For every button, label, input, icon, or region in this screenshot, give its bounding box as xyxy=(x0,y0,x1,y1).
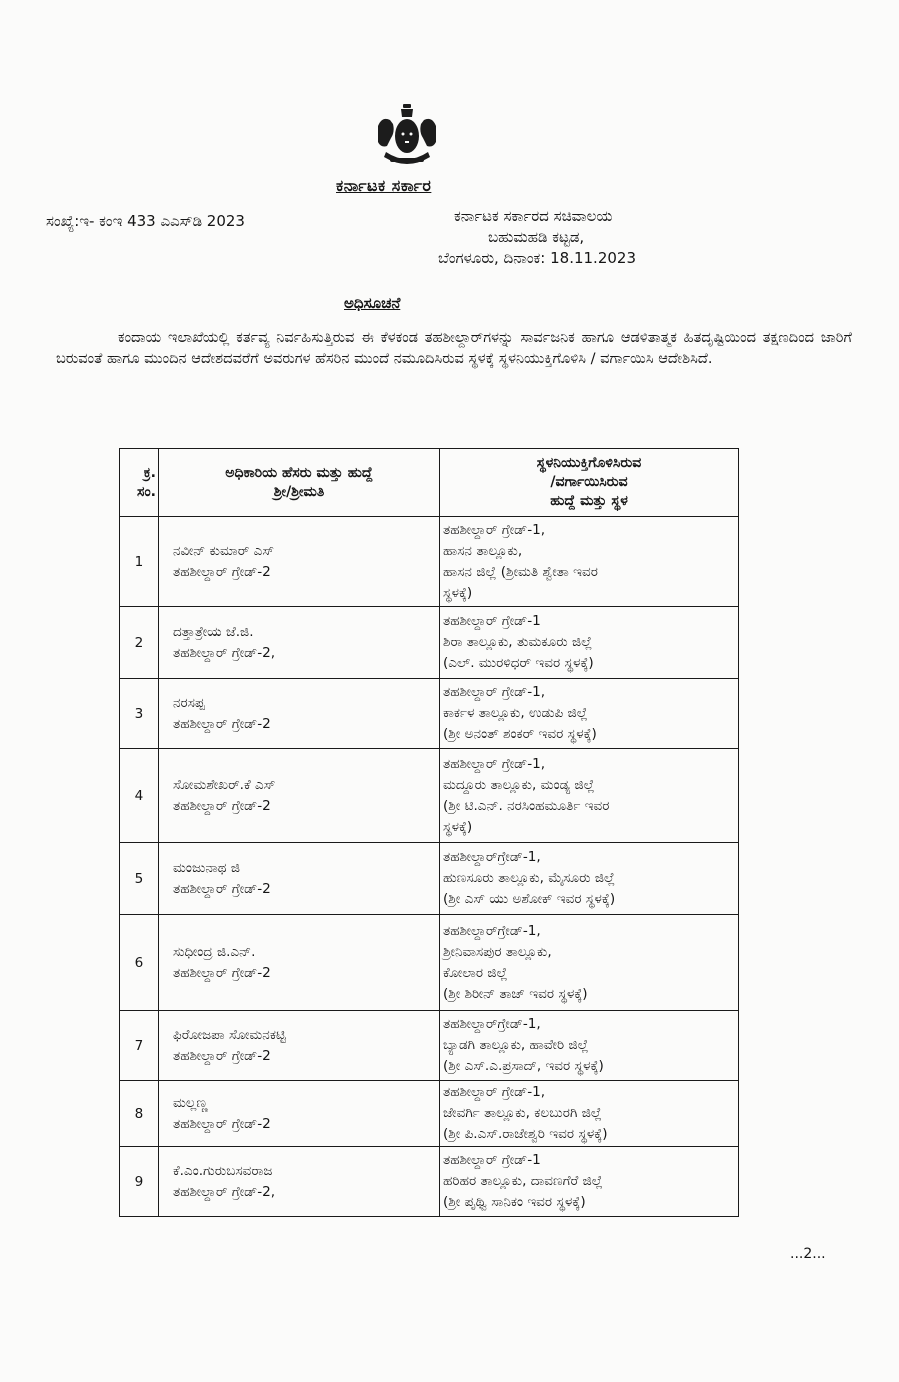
officer-designation: ತಹಶೀಲ್ದಾರ್ ಗ್ರೇಡ್-2, xyxy=(173,644,276,661)
officer-name: ಸುಧೀಂದ್ರ ಜಿ.ಎನ್. xyxy=(173,943,256,960)
address-date-line: ಬೆಂಗಳೂರು, ದಿನಾಂಕ: 18.11.2023 xyxy=(438,249,636,267)
table-row xyxy=(120,679,739,749)
officer-name: ನರಸಪ್ಪ xyxy=(173,694,205,711)
address-line: ಕರ್ನಾಟಕ ಸರ್ಕಾರದ ಸಚಿವಾಲಯ xyxy=(454,207,613,225)
officer-designation: ತಹಶೀಲ್ದಾರ್ ಗ್ರೇಡ್-2 xyxy=(173,964,271,981)
notification-title: ಅಧಿಸೂಚನೆ xyxy=(344,294,401,312)
officer-designation: ತಹಶೀಲ್ದಾರ್ ಗ್ರೇಡ್-2, xyxy=(173,1183,276,1200)
table-row xyxy=(120,1011,739,1081)
serial-no: 4 xyxy=(120,749,159,843)
posting-line: (ಶ್ರೀ ಎಸ್.ಎ.ಪ್ರಸಾದ್, ಇವರ ಸ್ಥಳಕ್ಕೆ) xyxy=(443,1058,604,1074)
posting-line: (ಶ್ರೀ ಅನಂತ್ ಶಂಕರ್ ಇವರ ಸ್ಥಳಕ್ಕೆ) xyxy=(443,726,597,742)
posting-line: ತಹಶೀಲ್ದಾರ್ ಗ್ರೇಡ್-1 xyxy=(443,613,541,629)
officer-cell xyxy=(159,915,440,1011)
table-row xyxy=(120,843,739,915)
notification-body: ಕಂದಾಯ ಇಲಾಖೆಯಲ್ಲಿ ಕರ್ತವ್ಯ ನಿರ್ವಹಿಸುತ್ತಿರುವ ಈ ಕೆಳಕಂಡ ತಹಶೀಲ್ದಾರ್‌ಗಳನ್ನು ಸಾರ್ವಜನಿಕ ಹಾಗೂ ಆಡಳಿತಾತ್ಮಕ ಹಿತದೃಷ್ಟಿಯಿಂದ ತಕ್ಷಣದಿಂದ ಜಾರಿಗೆ ಬರುವಂತೆ ಹಾಗೂ ಮುಂದಿನ ಆದೇಶದವರೆಗೆ ಅವರುಗಳ ಹೆಸರಿನ ಮುಂದೆ ನಮೂದಿಸಿರುವ ಸ್ಥಳಕ್ಕೆ ಸ್ಥಳನಿಯುಕ್ತಿಗೊಳಿಸಿ / ವರ್ಗಾಯಿಸಿ ಆದೇಶಿಸಿದೆ. xyxy=(56,329,852,367)
posting-line: ಹಾಸನ ಜಿಲ್ಲೆ (ಶ್ರೀಮತಿ ಶ್ವೇತಾ ಇವರ xyxy=(443,563,598,580)
posting-line: ಹಾಸನ ತಾಲ್ಲೂಕು, xyxy=(443,542,523,559)
posting-cell xyxy=(440,607,739,679)
officer-designation: ತಹಶೀಲ್ದಾರ್ ಗ್ರೇಡ್-2 xyxy=(173,880,271,897)
serial-no: 1 xyxy=(120,517,159,607)
posting-line: ಹರಿಹರ ತಾಲ್ಲೂಕು, ದಾವಣಗೆರೆ ಜಿಲ್ಲೆ xyxy=(443,1173,603,1189)
posting-line: ತಹಶೀಲ್ದಾರ್ ಗ್ರೇಡ್-1, xyxy=(443,755,546,772)
officer-cell xyxy=(159,1147,440,1217)
posting-line: (ಶ್ರೀ ಶಿರೀನ್ ತಾಜ್ ಇವರ ಸ್ಥಳಕ್ಕೆ) xyxy=(443,985,588,1002)
posting-cell xyxy=(440,1011,739,1081)
table-row xyxy=(120,607,739,679)
posting-line: ತಹಶೀಲ್ದಾರ್‌ಗ್ರೇಡ್-1, xyxy=(443,849,541,865)
posting-line: ಶ್ರೀನಿವಾಸಪುರ ತಾಲ್ಲೂಕು, xyxy=(443,943,552,960)
officer-cell xyxy=(159,607,440,679)
posting-cell xyxy=(440,1147,739,1217)
transfer-table xyxy=(119,448,739,1217)
serial-no: 8 xyxy=(120,1081,159,1147)
posting-line: ಕೋಲಾರ ಜಿಲ್ಲೆ xyxy=(443,964,508,981)
serial-no: 3 xyxy=(120,679,159,749)
posting-line: ತಹಶೀಲ್ದಾರ್ ಗ್ರೇಡ್-1, xyxy=(443,521,546,538)
officer-designation: ತಹಶೀಲ್ದಾರ್ ಗ್ರೇಡ್-2 xyxy=(173,1115,271,1132)
posting-line: ಮದ್ದೂರು ತಾಲ್ಲೂಕು, ಮಂಡ್ಯ ಜಿಲ್ಲೆ xyxy=(443,776,595,793)
posting-line: (ಶ್ರೀ ಟಿ.ಎನ್. ನರಸಿಂಹಮೂರ್ತಿ ಇವರ xyxy=(443,797,610,814)
officer-designation: ತಹಶೀಲ್ದಾರ್ ಗ್ರೇಡ್-2 xyxy=(173,1047,271,1064)
officer-name: ನವೀನ್ ಕುಮಾರ್ ಎಸ್ xyxy=(173,542,274,559)
posting-cell xyxy=(440,749,739,843)
posting-line: ಶಿರಾ ತಾಲ್ಲೂಕು, ತುಮಕೂರು ಜಿಲ್ಲೆ xyxy=(443,634,593,650)
posting-line: (ಶ್ರೀ ಎಸ್ ಯು ಅಶೋಕ್ ಇವರ ಸ್ಥಳಕ್ಕೆ) xyxy=(443,891,616,907)
officer-designation: ತಹಶೀಲ್ದಾರ್ ಗ್ರೇಡ್-2 xyxy=(173,715,271,732)
officer-cell xyxy=(159,517,440,607)
serial-no: 2 xyxy=(120,607,159,679)
officer-designation: ತಹಶೀಲ್ದಾರ್ ಗ್ರೇಡ್-2 xyxy=(173,563,271,580)
officer-name: ಕೆ.ಎಂ.ಗುರುಬಸವರಾಜ xyxy=(173,1162,273,1179)
officer-name: ಮಂಜುನಾಥ ಜಿ xyxy=(173,859,241,876)
table-row xyxy=(120,1147,739,1217)
officer-cell xyxy=(159,679,440,749)
posting-line: (ಶ್ರೀ ಪಿ.ಎಸ್.ರಾಜೇಶ್ವರಿ ಇವರ ಸ್ಥಳಕ್ಕೆ) xyxy=(443,1126,608,1142)
posting-line: ಬ್ಯಾಡಗಿ ತಾಲ್ಲೂಕು, ಹಾವೇರಿ ಜಿಲ್ಲೆ xyxy=(443,1037,589,1053)
serial-no: 5 xyxy=(120,843,159,915)
table-row xyxy=(120,749,739,843)
serial-no: 9 xyxy=(120,1147,159,1217)
posting-line: (ಶ್ರೀ ಪೃಥ್ವಿ ಸಾನಿಕಂ ಇವರ ಸ್ಥಳಕ್ಕೆ) xyxy=(443,1194,586,1210)
posting-line: ತಹಶೀಲ್ದಾರ್‌ಗ್ರೇಡ್-1, xyxy=(443,1016,541,1032)
officer-cell xyxy=(159,1081,440,1147)
table-header-row xyxy=(120,449,739,517)
officer-cell xyxy=(159,1011,440,1081)
officer-cell xyxy=(159,749,440,843)
government-title: ಕರ್ನಾಟಕ ಸರ್ಕಾರ xyxy=(336,176,432,195)
posting-cell xyxy=(440,517,739,607)
table-row xyxy=(120,517,739,607)
table-row xyxy=(120,915,739,1011)
posting-line: ಸ್ಥಳಕ್ಕೆ) xyxy=(443,584,473,601)
posting-cell xyxy=(440,1081,739,1147)
office-address xyxy=(438,206,636,269)
posting-cell xyxy=(440,679,739,749)
posting-line: ಕಾರ್ಕಳ ತಾಲ್ಲೂಕು, ಉಡುಪಿ ಜಿಲ್ಲೆ xyxy=(443,705,588,721)
posting-cell xyxy=(440,915,739,1011)
table-row xyxy=(120,1081,739,1147)
address-line: ಬಹುಮಹಡಿ ಕಟ್ಟಡ, xyxy=(488,228,585,246)
header-serial-no: ಕ್ರ. ಸಂ. xyxy=(120,449,159,517)
posting-line: (ಎಲ್. ಮುರಳಿಧರ್ ಇವರ ಸ್ಥಳಕ್ಕೆ) xyxy=(443,655,594,671)
posting-line: ತಹಶೀಲ್ದಾರ್ ಗ್ರೇಡ್-1 xyxy=(443,1152,541,1168)
next-page-indicator: ...2... xyxy=(790,1246,826,1262)
posting-line: ಜೇವರ್ಗಿ ತಾಲ್ಲೂಕು, ಕಲಬುರಗಿ ಜಿಲ್ಲೆ xyxy=(443,1105,602,1121)
serial-no: 7 xyxy=(120,1011,159,1081)
serial-no: 6 xyxy=(120,915,159,1011)
header-officer-name: ಅಧಿಕಾರಿಯ ಹೆಸರು ಮತ್ತು ಹುದ್ದೆ ಶ್ರೀ/ಶ್ರೀಮತಿ xyxy=(159,449,440,517)
officer-name: ಸೋಮಶೇಖರ್.ಕೆ ಎಸ್ xyxy=(173,776,276,793)
header-posting: ಸ್ಥಳನಿಯುಕ್ತಿಗೊಳಿಸಿರುವ /ವರ್ಗಾಯಿಸಿರುವ ಹುದ್ದೆ ಮತ್ತು ಸ್ಥಳ xyxy=(440,449,739,517)
officer-name: ದತ್ತಾತ್ರೇಯ ಜೆ.ಜಿ. xyxy=(173,623,254,640)
posting-line: ಹುಣಸೂರು ತಾಲ್ಲೂಕು, ಮೈಸೂರು ಜಿಲ್ಲೆ xyxy=(443,870,616,886)
reference-number: ಸಂಖ್ಯೆ:ಇ- ಕಂಇ 433 ಎಎಸ್‌ಡಿ 2023 xyxy=(46,212,245,230)
posting-line: ತಹಶೀಲ್ದಾರ್ ಗ್ರೇಡ್-1, xyxy=(443,684,546,700)
officer-cell xyxy=(159,843,440,915)
officer-name: ಮಲ್ಲಣ್ಣ xyxy=(173,1094,208,1111)
posting-cell xyxy=(440,843,739,915)
karnataka-emblem-icon xyxy=(372,104,442,168)
posting-line: ತಹಶೀಲ್ದಾರ್ ಗ್ರೇಡ್-1, xyxy=(443,1084,546,1100)
officer-designation: ತಹಶೀಲ್ದಾರ್ ಗ್ರೇಡ್-2 xyxy=(173,797,271,814)
posting-line: ಸ್ಥಳಕ್ಕೆ) xyxy=(443,818,473,835)
officer-name: ಫಿರೋಜಪಾ ಸೋಮನಕಟ್ಟಿ xyxy=(173,1026,286,1043)
posting-line: ತಹಶೀಲ್ದಾರ್‌ಗ್ರೇಡ್-1, xyxy=(443,922,541,939)
